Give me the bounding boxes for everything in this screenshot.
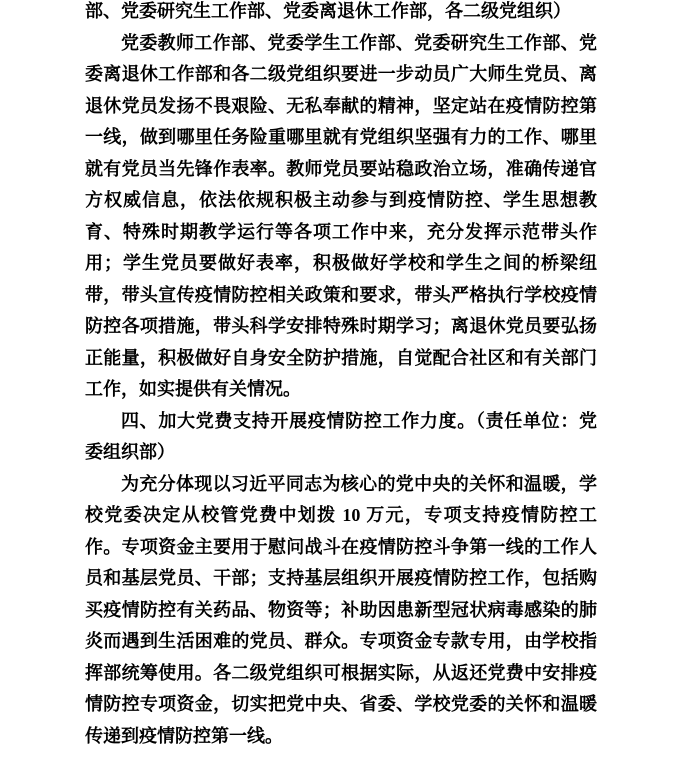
paragraph: 党委教师工作部、党委学生工作部、党委研究生工作部、党委离退休工作部和各二级党组织要进一步动员广大师生党员、离退休党员发扬不畏艰险、无私奉献的精神，坚定站在疫情防控第一线，做到哪里任务险重哪里就有党组织坚强有力的工作、哪里就有党员当先锋作表率。教师党员要站稳政治立场，准确传递官方权威信息，依法依规积极主动参与到疫情防控、学生思想教育、特殊时期教学运行等各项工作中来，充分发挥示范带头作用；学生党员要做好表率，积极做好学校和学生之间的桥梁纽带，带头宣传疫情防控相关政策和要求，带头严格执行学校疫情防控各项措施，带头科学安排特殊时期学习；离退休党员要弘扬正能量，积极做好自身安全防护措施，自觉配合社区和有关部门工作，如实提供有关情况。 — [85, 32, 597, 399]
paragraph: 为充分体现以习近平同志为核心的党中央的关怀和温暖，学校党委决定从校管党费中划拨 10 万元，专项支持疫情防控工作。专项资金主要用于慰问战斗在疫情防控斗争第一线的工作人员和基层党员、干部；支持基层组织开展疫情防控工作，包括购买疫情防控有关药品、物资等；补助因患新型冠状病毒感染的肺炎而遇到生活困难的党员、群众。专项资金专款专用，由学校指挥部统筹使用。各二级党组织可根据实际，从返还党费中安排疫情防控专项资金，切实把党中央、省委、学校党委的关怀和温暖传递到疫情防控第一线。 — [85, 473, 597, 746]
paragraph: 部、党委研究生工作部、党委离退休工作部，各二级党组织） — [85, 1, 571, 21]
paragraph: 四、加大党费支持开展疫情防控工作力度。（责任单位：党委组织部） — [85, 410, 597, 462]
